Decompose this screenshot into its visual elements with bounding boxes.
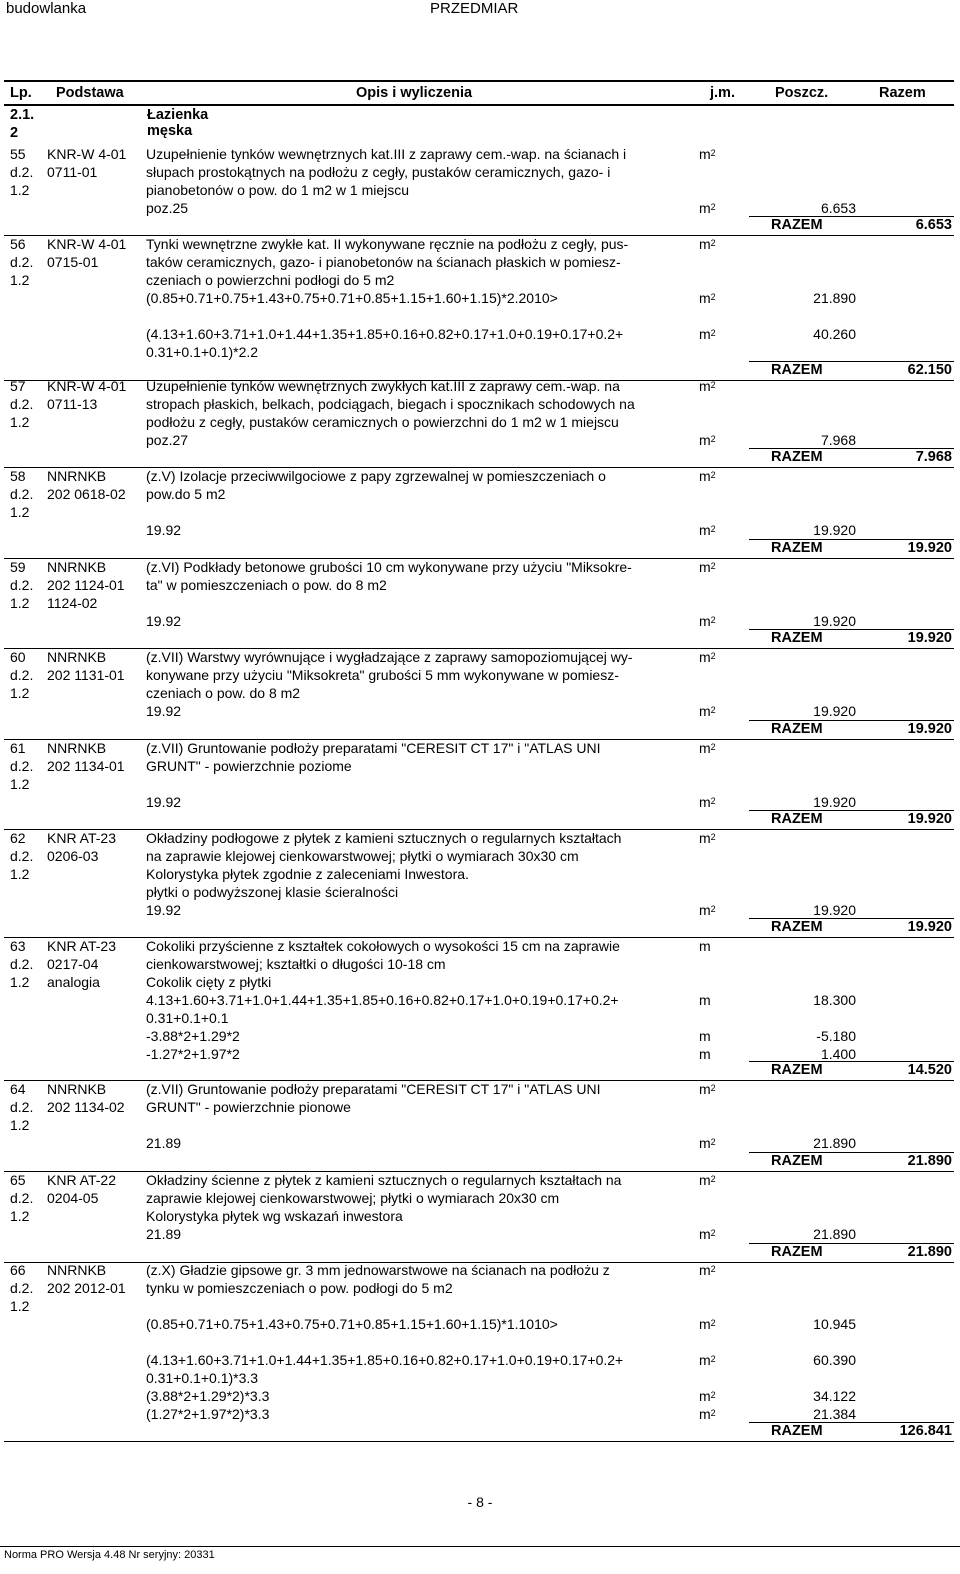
table-header <box>4 80 954 106</box>
total-label: RAZEM <box>771 630 823 646</box>
total-label: RAZEM <box>771 449 823 465</box>
measurement-value: 19.920 <box>813 703 856 719</box>
measurement-expression: (0.85+0.71+0.75+1.43+0.75+0.71+0.85+1.15+1.60+1.15)*1.1010> <box>146 1316 558 1332</box>
position-description: (z.VII) Warstwy wyrównujące i wygładzające z zaprawy samopoziomującej wy- konywane przy użyciu "Miksokreta" grubości 5 mm wykonywane w pomiesz- czeniach o pow. do 8 m2 <box>146 649 633 701</box>
position-number: 62 d.2. 1.2 <box>10 830 34 882</box>
measurement-unit: $m^2$ <box>699 1388 716 1404</box>
footer-divider <box>0 1546 960 1547</box>
measurement-value: 7.968 <box>820 432 856 448</box>
position-number: 56 d.2. 1.2 <box>10 236 34 288</box>
measurement-expression: poz.27 <box>146 432 189 448</box>
measurement-unit: m <box>699 1028 711 1044</box>
position-unit: $m^2$ <box>699 1262 716 1278</box>
measurement-unit: $m^2$ <box>699 1352 716 1368</box>
software-version: Norma PRO Wersja 4.48 Nr seryjny: 20331 <box>4 1549 215 1561</box>
measurement-expression: 19.92 <box>146 902 182 918</box>
position-number: 61 d.2. 1.2 <box>10 740 34 792</box>
measurement-value: -5.180 <box>816 1028 856 1044</box>
measurement-value: 40.260 <box>813 326 856 342</box>
section-name: Łazienka męska <box>147 107 209 139</box>
position-unit: $m^2$ <box>699 236 716 252</box>
position-description: (z.X) Gładzie gipsowe gr. 3 mm jednowarstwowe na ścianach na podłożu z tynku w pomieszczeniach o pow. podłogi do 5 m2 <box>146 1262 610 1296</box>
measurement-unit: $m^2$ <box>699 432 716 448</box>
position-total <box>4 720 954 740</box>
position-unit: m <box>699 938 711 954</box>
col-total: Razem <box>879 85 926 101</box>
measurement-expression: (4.13+1.60+3.71+1.0+1.44+1.35+1.85+0.16+0.82+0.17+1.0+0.19+0.17+0.2+ 0.31+0.1+0.1)*2.2 <box>146 326 624 360</box>
measurement-value: 19.920 <box>813 794 856 810</box>
position-basis: KNR AT-22 0204-05 <box>47 1172 116 1206</box>
position-total <box>4 216 954 236</box>
measurement-unit: $m^2$ <box>699 522 716 538</box>
measurement-value: 21.890 <box>813 1226 856 1242</box>
position-total <box>4 918 954 938</box>
measurement-value: 18.300 <box>813 992 856 1008</box>
total-value: 19.920 <box>907 721 952 737</box>
total-label: RAZEM <box>771 1062 823 1078</box>
col-desc: Opis i wyliczenia <box>356 85 473 101</box>
measurement-value: 21.384 <box>813 1406 856 1422</box>
measurement-expression: 21.89 <box>146 1135 182 1151</box>
total-value: 19.920 <box>907 919 952 935</box>
total-value: 7.968 <box>915 449 952 465</box>
measurement-unit: $m^2$ <box>699 794 716 810</box>
measurement-expression: 19.92 <box>146 522 182 538</box>
position-unit: $m^2$ <box>699 649 716 665</box>
position-number: 66 d.2. 1.2 <box>10 1262 34 1314</box>
measurement-value: 19.920 <box>813 613 856 629</box>
total-value: 19.920 <box>907 811 952 827</box>
measurement-unit: $m^2$ <box>699 703 716 719</box>
measurement-expression: -1.27*2+1.97*2 <box>146 1046 240 1062</box>
total-label: RAZEM <box>771 1153 823 1169</box>
col-unit: j.m. <box>710 85 735 101</box>
col-lp: Lp. <box>10 85 32 101</box>
measurement-expression: 19.92 <box>146 703 182 719</box>
total-label: RAZEM <box>771 217 823 233</box>
position-number: 65 d.2. 1.2 <box>10 1172 34 1224</box>
position-total <box>4 629 954 649</box>
measurement-unit: $m^2$ <box>699 290 716 306</box>
position-description: (z.VII) Gruntowanie podłoży preparatami "CERESIT CT 17" i "ATLAS UNI GRUNT" - powierzchnie pionowe <box>146 1081 601 1115</box>
total-label: RAZEM <box>771 1244 823 1260</box>
measurement-expression: 19.92 <box>146 613 182 629</box>
total-label: RAZEM <box>771 811 823 827</box>
position-description: Uzupełnienie tynków wewnętrznych kat.III z zaprawy cem.-wap. na ścianach i słupach prostokątnych na podłożu z cegły, pustaków ceramicznych, gazo- i pianobetonów o pow. do 1 m2 w 1 miejscu <box>146 146 627 198</box>
measurement-value: 21.890 <box>813 1135 856 1151</box>
section-number: 2.1. <box>10 107 35 123</box>
position-total <box>4 1061 954 1081</box>
total-value: 14.520 <box>907 1062 952 1078</box>
total-value: 62.150 <box>907 362 952 378</box>
page-number: - 8 - <box>467 1494 493 1510</box>
total-label: RAZEM <box>771 362 823 378</box>
section-number-cont: 2 <box>10 125 19 141</box>
position-number: 60 d.2. 1.2 <box>10 649 34 701</box>
company-name: budowlanka <box>6 0 87 17</box>
position-description: (z.VI) Podkłady betonowe grubości 10 cm wykonywane przy użyciu "Miksokre- ta" w pomieszczeniach o pow. do 8 m2 <box>146 559 632 593</box>
total-label: RAZEM <box>771 540 823 556</box>
position-unit: $m^2$ <box>699 146 716 162</box>
position-number: 64 d.2. 1.2 <box>10 1081 34 1133</box>
measurement-expression: (4.13+1.60+3.71+1.0+1.44+1.35+1.85+0.16+0.82+0.17+1.0+0.19+0.17+0.2+ 0.31+0.1+0.1)*3.3 <box>146 1352 624 1386</box>
measurement-unit: m <box>699 1046 711 1062</box>
total-value: 21.890 <box>907 1244 952 1260</box>
position-unit: $m^2$ <box>699 468 716 484</box>
position-number: 63 d.2. 1.2 <box>10 938 34 990</box>
measurement-unit: $m^2$ <box>699 1135 716 1151</box>
position-basis: KNR-W 4-01 0711-13 <box>47 378 127 412</box>
position-basis: KNR-W 4-01 0711-01 <box>47 146 127 180</box>
total-label: RAZEM <box>771 1423 823 1439</box>
position-basis: NNRNKB 202 0618-02 <box>47 468 126 502</box>
position-description: (z.V) Izolacje przeciwwilgociowe z papy zgrzewalnej w pomieszczeniach o pow.do 5 m2 <box>146 468 606 502</box>
position-basis: NNRNKB 202 1124-01 1124-02 <box>47 559 125 611</box>
position-unit: $m^2$ <box>699 740 716 756</box>
position-basis: KNR-W 4-01 0715-01 <box>47 236 127 270</box>
measurement-value: 10.945 <box>813 1316 856 1332</box>
position-separator <box>4 1441 954 1442</box>
total-value: 126.841 <box>899 1423 952 1439</box>
measurement-value: 19.920 <box>813 522 856 538</box>
position-basis: KNR AT-23 0217-04 analogia <box>47 938 116 990</box>
measurement-value: 34.122 <box>813 1388 856 1404</box>
position-basis: NNRNKB 202 1134-02 <box>47 1081 125 1115</box>
measurement-expression: (1.27*2+1.97*2)*3.3 <box>146 1406 270 1422</box>
total-value: 21.890 <box>907 1153 952 1169</box>
measurement-expression: -3.88*2+1.29*2 <box>146 1028 240 1044</box>
position-number: 55 d.2. 1.2 <box>10 146 34 198</box>
position-total <box>4 1243 954 1263</box>
position-unit: $m^2$ <box>699 378 716 394</box>
position-basis: NNRNKB 202 2012-01 <box>47 1262 126 1296</box>
position-description: Okładziny podłogowe z płytek z kamieni sztucznych o regularnych kształtach na zaprawie klejowej cienkowarstwowej; płytki o wymiarach 30x30 cm Kolorystyka płytek zgodnie z zaleceniami Inwestora. płytki o podwyższonej klasie ścieralności <box>146 830 622 900</box>
total-value: 19.920 <box>907 540 952 556</box>
position-total <box>4 810 954 830</box>
position-description: Uzupełnienie tynków wewnętrznych zwykłych kat.III z zaprawy cem.-wap. na stropach płaskich, belkach, podciągach, biegach i spocznikach schodowych na podłożu z cegły, pustaków ceramicznych o powierzchni do 1 m2 w 1 miejscu <box>146 378 635 430</box>
total-value: 6.653 <box>915 217 952 233</box>
position-number: 59 d.2. 1.2 <box>10 559 34 611</box>
position-total <box>4 1422 954 1442</box>
document-title: PRZEDMIAR <box>430 0 519 17</box>
position-unit: $m^2$ <box>699 830 716 846</box>
position-total <box>4 1152 954 1172</box>
position-number: 58 d.2. 1.2 <box>10 468 34 520</box>
measurement-expression: 19.92 <box>146 794 182 810</box>
measurement-value: 60.390 <box>813 1352 856 1368</box>
measurement-value: 1.400 <box>820 1046 856 1062</box>
position-number: 57 d.2. 1.2 <box>10 378 34 430</box>
total-label: RAZEM <box>771 919 823 935</box>
measurement-expression: (3.88*2+1.29*2)*3.3 <box>146 1388 270 1404</box>
position-unit: $m^2$ <box>699 1081 716 1097</box>
measurement-expression: poz.25 <box>146 200 189 216</box>
position-basis: NNRNKB 202 1131-01 <box>47 649 125 683</box>
page-header <box>0 0 960 18</box>
col-qty: Poszcz. <box>775 85 829 101</box>
total-value: 19.920 <box>907 630 952 646</box>
measurement-expression: 4.13+1.60+3.71+1.0+1.44+1.35+1.85+0.16+0.82+0.17+1.0+0.19+0.17+0.2+ 0.31+0.1+0.1 <box>146 992 619 1026</box>
measurement-unit: $m^2$ <box>699 200 716 216</box>
position-basis: NNRNKB 202 1134-01 <box>47 740 125 774</box>
total-label: RAZEM <box>771 721 823 737</box>
measurement-value: 21.890 <box>813 290 856 306</box>
measurement-unit: $m^2$ <box>699 902 716 918</box>
position-total <box>4 448 954 468</box>
position-unit: $m^2$ <box>699 559 716 575</box>
col-base: Podstawa <box>56 85 124 101</box>
measurement-expression: 21.89 <box>146 1226 182 1242</box>
measurement-unit: $m^2$ <box>699 326 716 342</box>
position-description: (z.VII) Gruntowanie podłoży preparatami "CERESIT CT 17" i "ATLAS UNI GRUNT" - powierzchnie poziome <box>146 740 601 774</box>
measurement-unit: $m^2$ <box>699 1406 716 1422</box>
measurement-value: 6.653 <box>820 200 856 216</box>
measurement-unit: $m^2$ <box>699 613 716 629</box>
measurement-expression: (0.85+0.71+0.75+1.43+0.75+0.71+0.85+1.15+1.60+1.15)*2.2010> <box>146 290 558 306</box>
position-description: Tynki wewnętrzne zwykłe kat. II wykonywane ręcznie na podłożu z cegły, pus- taków ceramicznych, gazo- i pianobetonów na ścianach płaskich w pomiesz- czeniach o powierzchni podłogi do 5 m2 <box>146 236 629 288</box>
position-description: Okładziny ścienne z płytek z kamieni sztucznych o regularnych kształtach na zaprawie klejowej cienkowarstwowej; płytki o wymiarach 20x30 cm Kolorystyka płytek wg wskazań inwestora <box>146 1172 622 1224</box>
measurement-value: 19.920 <box>813 902 856 918</box>
measurement-unit: $m^2$ <box>699 1226 716 1242</box>
measurement-unit: m <box>699 992 711 1008</box>
position-basis: KNR AT-23 0206-03 <box>47 830 116 864</box>
position-unit: $m^2$ <box>699 1172 716 1188</box>
position-total <box>4 539 954 559</box>
position-description: Cokoliki przyścienne z kształtek cokołowych o wysokości 15 cm na zaprawie cienkowarstwowej; kształtki o długości 10-18 cm Cokolik cięty z płytki <box>146 938 620 990</box>
measurement-unit: $m^2$ <box>699 1316 716 1332</box>
